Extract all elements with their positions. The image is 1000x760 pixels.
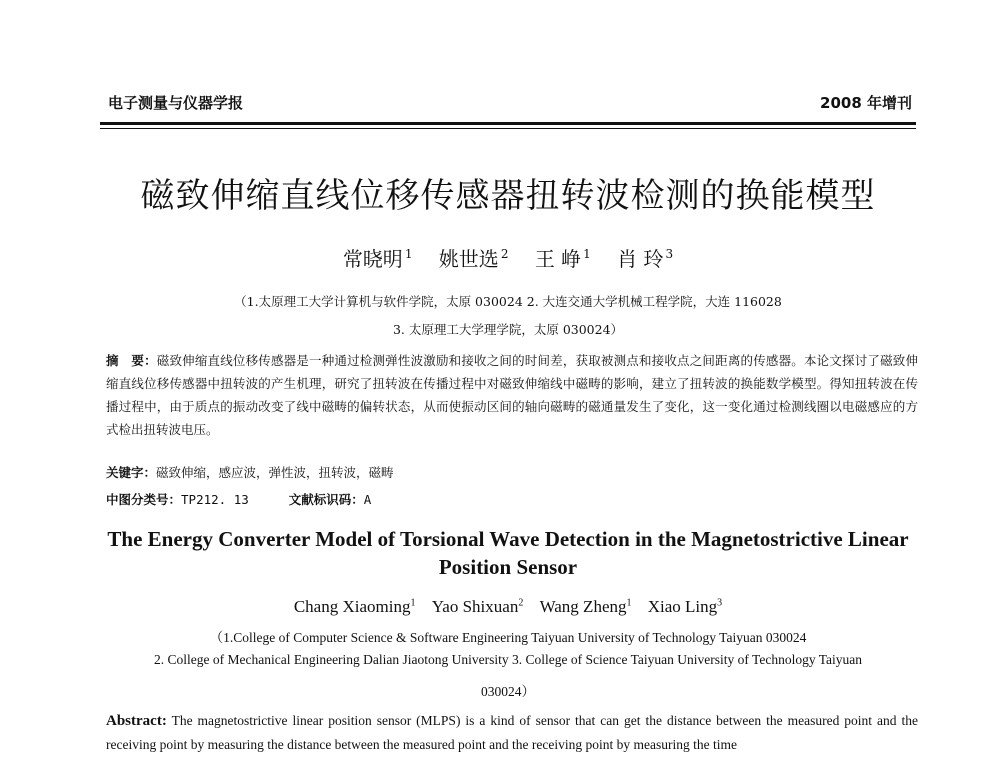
issue-label: 2008 年增刊 <box>820 94 912 112</box>
english-affiliation-line1: （1.College of Computer Science & Software Engineering Taiyuan University of Technology Taiyuan 030024 <box>209 630 807 645</box>
clc-value: TP212. 13 <box>181 492 249 507</box>
english-authors <box>100 597 916 617</box>
author-en: Wang Zheng$^1$ <box>539 597 632 616</box>
author-cn: 姚世选 $^2$ <box>438 247 509 271</box>
header-rule-thick <box>100 122 916 125</box>
chinese-affiliation-line2: 3. 太原理工大学理学院，太原 030024） <box>392 322 624 337</box>
clc-label: 中图分类号： <box>106 492 182 507</box>
doc-code-value: A <box>363 492 372 507</box>
keywords-text: 磁致伸缩，感应波，弹性波，扭转波，磁畴 <box>156 465 394 480</box>
chinese-keywords <box>106 463 394 481</box>
english-abstract <box>106 709 918 757</box>
keywords-label: 关键字： <box>106 465 157 480</box>
journal-name: 电子测量与仪器学报 <box>108 94 244 112</box>
english-title-line1: The Energy Converter Model of Torsional Wave Detection in the Magnetostrictive Linear <box>107 527 909 551</box>
author-cn: 王 峥 $^1$ <box>534 247 591 271</box>
header-rule-thin <box>100 128 916 129</box>
author-en: Chang Xiaoming$^1$ <box>293 597 416 616</box>
doc-code-label: 文献标识码： <box>288 492 364 507</box>
english-affiliation-line3: 030024） <box>481 684 535 699</box>
classification-line <box>106 490 371 508</box>
english-title-line2: Position Sensor <box>438 555 578 579</box>
abstract-text-en: The magnetostrictive linear position sensor (MLPS) is a kind of sensor that can get the distance between the measured point and the receiving point by measuring the distance between the measured point and the receiving point by measuring the time <box>106 713 919 752</box>
chinese-abstract <box>106 349 918 441</box>
author-cn: 常晓明 $^1$ <box>342 247 413 271</box>
author-en: Xiao Ling$^3$ <box>647 597 723 616</box>
chinese-affiliation-line1: （1.太原理工大学计算机与软件学院，太原 030024 2. 大连交通大学机械工程学院，大连 116028 <box>234 294 782 309</box>
author-cn: 肖 玲 $^3$ <box>617 247 674 271</box>
abstract-label-en: Abstract: <box>106 713 167 729</box>
abstract-text-cn: 磁致伸缩直线位移传感器是一种通过检测弹性波激励和接收之间的时间差，获取被测点和接收点之间距离的传感器。本论文探讨了磁致伸缩直线位移传感器中扭转波的产生机理，研究了扭转波在传播过程中对磁致伸缩线中磁畴的影响，建立了扭转波的换能数学模型。得知扭转波在传播过程中，由于质点的振动改变了线中磁畴的偏转状态，从而使振动区间的轴向磁畴的磁通量发生了变化，这一变化通过检测线圈以电磁感应的方式检出扭转波电压。 <box>106 353 918 437</box>
chinese-title: 磁致伸缩直线位移传感器扭转波检测的换能模型 <box>140 176 876 216</box>
author-en: Yao Shixuan$^2$ <box>431 597 524 616</box>
english-affiliation-line2: 2. College of Mechanical Engineering Dalian Jiaotong University 3. College of Science Taiyuan University of Technology Taiyuan <box>154 652 862 667</box>
abstract-label-cn: 摘 要： <box>106 353 157 368</box>
chinese-authors <box>100 243 916 272</box>
english-title <box>100 525 916 581</box>
